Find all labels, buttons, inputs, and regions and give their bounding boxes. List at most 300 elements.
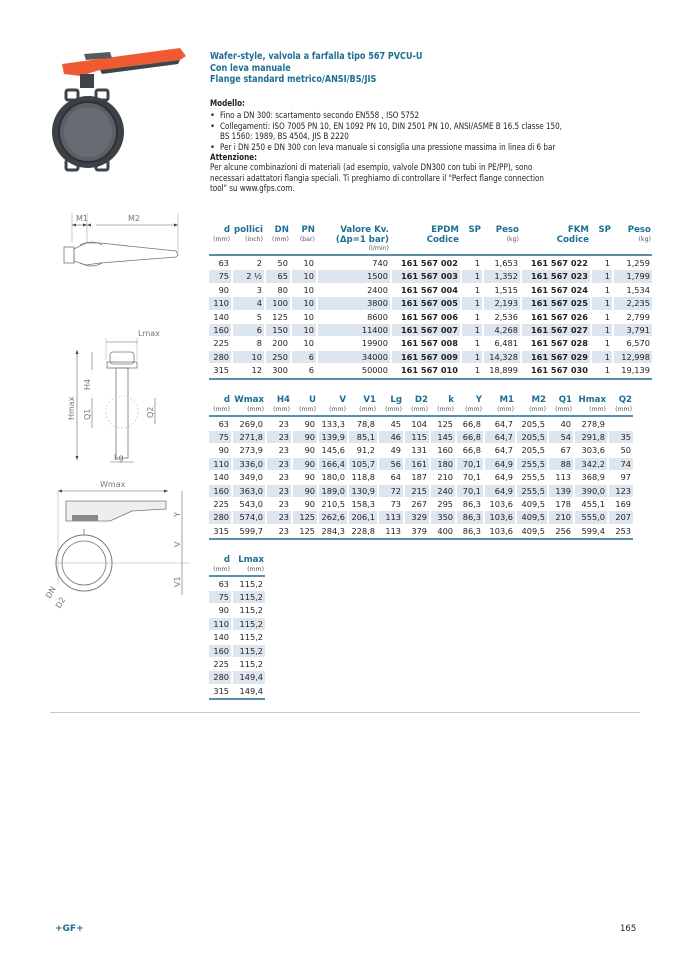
- table-cell: 1: [592, 297, 612, 309]
- label-q1: Q1: [83, 408, 92, 420]
- table-cell: 409,5: [517, 511, 547, 523]
- table-cell: 336,0: [233, 458, 265, 470]
- table-cell: 23: [267, 431, 291, 443]
- column-header: EPDM Codice: [426, 225, 459, 245]
- column-header: Q2 (mm): [615, 395, 632, 413]
- table-cell: 125: [437, 418, 453, 429]
- table-cell: 256: [555, 525, 571, 536]
- table-row: [209, 525, 633, 537]
- table-cell: 1: [474, 284, 480, 295]
- table-cell: 70,1: [457, 485, 483, 497]
- label-m2: M2: [128, 214, 140, 223]
- table-cell: 34000: [318, 351, 390, 363]
- table-cell: 1: [474, 258, 480, 268]
- table-cell: 349,0: [239, 472, 263, 483]
- table-cell: 133,3: [321, 418, 345, 429]
- table-cell: 161 567 006: [400, 311, 458, 322]
- table-cell: 6,481: [494, 338, 518, 349]
- table-cell: 187: [411, 472, 427, 483]
- label-d2: D2: [53, 595, 68, 610]
- table-cell: 86,3: [462, 498, 481, 509]
- table-cell: 66,8: [462, 418, 481, 429]
- table-cell: 280: [209, 351, 231, 363]
- table-row: [209, 578, 265, 590]
- table-row: [209, 471, 633, 483]
- table-cell: 90: [304, 418, 315, 429]
- table-cell: 90: [218, 284, 229, 295]
- table-cell: 149,4: [239, 685, 263, 696]
- table-cell: 23: [267, 511, 291, 523]
- table-cell: 599,7: [239, 525, 263, 536]
- table-cell: 161 567 007: [392, 324, 460, 336]
- table-cell: 10: [233, 351, 264, 363]
- table-cell: 10: [303, 258, 314, 268]
- table-cell: 104: [411, 418, 427, 429]
- table-cell: 1,534: [626, 284, 650, 295]
- table-cell: 67: [560, 445, 571, 456]
- table-cell: 267: [411, 498, 427, 509]
- table-cell: 91,2: [356, 445, 375, 456]
- table-cell: 390,0: [575, 485, 607, 497]
- table-cell: 255,5: [521, 472, 545, 483]
- divider: [50, 712, 640, 713]
- table-cell: 368,9: [581, 472, 605, 483]
- table-row: [209, 511, 633, 523]
- table-cell: 78,8: [356, 418, 375, 429]
- table-cell: 4: [233, 297, 264, 309]
- table-cell: 70,1: [462, 472, 481, 483]
- table-cell: 2400: [367, 284, 388, 295]
- table-cell: 97: [620, 472, 631, 483]
- table-cell: 115,2: [239, 605, 263, 616]
- table-cell: 2 ½: [233, 270, 264, 282]
- table-cell: 161 567 009: [392, 351, 460, 363]
- table-cell: 90: [293, 485, 317, 497]
- table-cell: 2: [256, 258, 262, 268]
- table-cell: 140: [213, 311, 229, 322]
- table-cell: 205,5: [521, 418, 545, 429]
- table-cell: 64: [390, 472, 401, 483]
- table-cell: 19,139: [621, 365, 650, 376]
- product-photo: [40, 40, 200, 190]
- table-cell: 10: [303, 311, 314, 322]
- description: [210, 98, 655, 194]
- column-header: d (mm): [213, 555, 230, 573]
- table-cell: 271,8: [233, 431, 265, 443]
- table-cell: 161 567 024: [530, 284, 588, 295]
- table-cell: 255,5: [517, 485, 547, 497]
- column-header: DN (mm): [272, 225, 289, 243]
- table-cell: 110: [209, 618, 231, 630]
- table-cell: 64,9: [485, 458, 515, 470]
- label-dn: DN: [43, 584, 58, 600]
- table-cell: 90: [218, 605, 229, 616]
- table-cell: 40: [560, 418, 571, 429]
- table-cell: 161 567 005: [392, 297, 460, 309]
- label-h4: H4: [83, 378, 92, 390]
- table-row: [209, 431, 633, 443]
- table-cell: 205,5: [521, 445, 545, 456]
- table-cell: 6: [308, 365, 314, 376]
- table-cell: 555,0: [575, 511, 607, 523]
- model-bullets: [210, 110, 655, 152]
- table-cell: 145: [431, 431, 455, 443]
- table-cell: 161 567 023: [522, 270, 590, 282]
- table-cell: 3: [256, 284, 262, 295]
- table-cell: 1: [462, 270, 482, 282]
- table-cell: 1: [604, 284, 610, 295]
- table-cell: 250: [266, 351, 290, 363]
- table-row: [209, 324, 652, 336]
- column-header: d (mm): [213, 225, 230, 243]
- table-row: [209, 591, 265, 603]
- table-cell: [609, 418, 633, 430]
- table-cell: 189,0: [319, 485, 347, 497]
- table-cell: 8: [256, 338, 262, 349]
- table-row: [209, 444, 633, 456]
- table-cell: 169: [615, 498, 631, 509]
- table-cell: 49: [390, 445, 401, 456]
- table-cell: 350: [431, 511, 455, 523]
- table-cell: 178: [555, 498, 571, 509]
- table-row: [209, 498, 633, 510]
- table-cell: 1: [604, 311, 610, 322]
- table-cell: 278,9: [581, 418, 605, 429]
- title-line-2: Con leva manuale: [210, 62, 291, 74]
- column-header: U (mm): [299, 395, 316, 413]
- column-header: Wmax (mm): [234, 395, 264, 413]
- table-cell: 543,0: [239, 498, 263, 509]
- table-cell: 23: [278, 418, 289, 429]
- table-cell: 1: [592, 351, 612, 363]
- table-cell: 113: [379, 511, 403, 523]
- table-cell: 66,8: [457, 431, 483, 443]
- title-line-1: Wafer-style, valvola a farfalla tipo 567 PVCU-U: [210, 51, 423, 62]
- table-cell: 161 567 010: [400, 365, 458, 376]
- table-cell: 65: [266, 270, 290, 282]
- table-cell: 2,536: [494, 311, 518, 322]
- table-row: [209, 418, 633, 430]
- column-header: Lg (mm): [385, 395, 402, 413]
- label-lg: Lg: [114, 453, 124, 462]
- table-cell: 64,7: [494, 445, 513, 456]
- table-row: [209, 618, 265, 630]
- header-row: [209, 556, 265, 574]
- page-number: 165: [620, 924, 637, 934]
- table-cell: 90: [293, 458, 317, 470]
- label-v: V: [173, 541, 182, 547]
- side-view-drawing: [40, 320, 180, 470]
- column-header: V (mm): [329, 395, 346, 413]
- table-row: [209, 364, 652, 376]
- front-view-drawing: [40, 475, 200, 615]
- table-row: [209, 257, 652, 269]
- model-heading: Modello:: [210, 98, 245, 108]
- label-wmax: Wmax: [100, 480, 126, 489]
- table-row: [209, 671, 265, 683]
- table-cell: 160: [209, 324, 231, 336]
- table-cell: 180: [431, 458, 455, 470]
- table-cell: 64,7: [485, 431, 515, 443]
- gf-logo: +GF+: [55, 924, 84, 934]
- table-cell: 125: [293, 511, 317, 523]
- table-cell: 1: [462, 351, 482, 363]
- table-cell: 363,0: [233, 485, 265, 497]
- label-hmax: Hmax: [67, 396, 76, 420]
- table-cell: 1,352: [484, 270, 520, 282]
- table-cell: 123: [609, 485, 633, 497]
- table-cell: 599,4: [581, 525, 605, 536]
- table-cell: 210,5: [321, 498, 345, 509]
- table-cell: 161 567 008: [400, 338, 458, 349]
- table-cell: 63: [218, 418, 229, 429]
- table-row: [209, 311, 652, 323]
- table-cell: 1: [604, 365, 610, 376]
- table-cell: 284,3: [321, 525, 345, 536]
- table-row: [209, 284, 652, 296]
- table-cell: 574,0: [233, 511, 265, 523]
- table-row: [209, 485, 633, 497]
- table-cell: 160: [209, 645, 231, 657]
- table-cell: 2,193: [484, 297, 520, 309]
- table-cell: 329: [405, 511, 429, 523]
- column-header: H4 (mm): [273, 395, 290, 413]
- table-cell: 118,8: [351, 472, 375, 483]
- column-header: Hmax (mm): [578, 395, 606, 413]
- table-cell: 63: [218, 578, 229, 589]
- table-cell: 85,1: [349, 431, 377, 443]
- table-cell: 1,799: [614, 270, 652, 282]
- column-header: D2 (mm): [411, 395, 428, 413]
- column-header: V1 (mm): [359, 395, 376, 413]
- table-cell: 90: [218, 445, 229, 456]
- table-cell: 80: [277, 284, 288, 295]
- table-cell: 63: [218, 258, 229, 268]
- table-row: [209, 631, 265, 643]
- table-cell: 103,6: [489, 498, 513, 509]
- table-cell: 88: [549, 458, 573, 470]
- table-cell: 262,6: [319, 511, 347, 523]
- table-cell: 90: [304, 498, 315, 509]
- table-cell: 66,8: [462, 445, 481, 456]
- table-cell: 409,5: [521, 525, 545, 536]
- table-cell: 73: [390, 498, 401, 509]
- table-row: [209, 270, 652, 282]
- table-cell: 400: [437, 525, 453, 536]
- table-cell: 10: [303, 284, 314, 295]
- label-q2: Q2: [146, 406, 155, 418]
- title-line-3: Flange standard metrico/ANSI/BS/JIS: [210, 74, 377, 85]
- table-cell: 161 567 002: [400, 258, 458, 268]
- table-cell: 166,4: [319, 458, 347, 470]
- table-cell: 1: [592, 270, 612, 282]
- table-cell: 210: [437, 472, 453, 483]
- table-cell: 64,7: [494, 418, 513, 429]
- table-cell: 225: [213, 338, 229, 349]
- table-cell: 3800: [318, 297, 390, 309]
- attention-line: necessari adattatori flangia speciali. Ti preghiamo di controllare il "Perfect flange connection: [210, 172, 544, 183]
- table-cell: 161 567 022: [530, 258, 588, 268]
- table-cell: 1: [474, 338, 480, 349]
- table-row: [209, 458, 633, 470]
- table-cell: 455,1: [581, 498, 605, 509]
- table-row: [209, 351, 652, 363]
- table-cell: 110: [209, 297, 231, 309]
- dimensions-table: [207, 395, 635, 541]
- table-cell: 228,8: [351, 525, 375, 536]
- table-cell: 6: [292, 351, 316, 363]
- table-cell: 207: [609, 511, 633, 523]
- table-cell: 115,2: [239, 578, 263, 589]
- table-cell: 125: [299, 525, 315, 536]
- table-cell: 161 567 003: [392, 270, 460, 282]
- table-cell: 115: [405, 431, 429, 443]
- header-row: [209, 226, 652, 253]
- table-cell: 205,5: [517, 431, 547, 443]
- table-cell: 75: [209, 270, 231, 282]
- table-cell: 2,799: [626, 311, 650, 322]
- column-header: Peso (kg): [495, 225, 519, 243]
- attention-line: Per alcune combinazioni di materiali (ad esempio, valvole DN300 con tubi in PE/PP), sono: [210, 162, 533, 173]
- table-row: [209, 297, 652, 309]
- table-cell: 115,2: [233, 591, 265, 603]
- table-cell: 90: [304, 445, 315, 456]
- table-cell: 86,3: [457, 511, 483, 523]
- table-cell: 131: [411, 445, 427, 456]
- table-cell: 12,998: [614, 351, 652, 363]
- column-header: Y (mm): [465, 395, 482, 413]
- table-cell: 6: [233, 324, 264, 336]
- table-cell: 110: [209, 458, 231, 470]
- product-title: [210, 51, 650, 86]
- table-cell: 1: [462, 297, 482, 309]
- table-cell: 161 567 027: [522, 324, 590, 336]
- header-row: [209, 396, 633, 414]
- column-header: Q1 (mm): [555, 395, 572, 413]
- table-cell: 35: [609, 431, 633, 443]
- table-cell: 149,4: [233, 671, 265, 683]
- table-cell: 86,3: [462, 525, 481, 536]
- table-cell: 180,0: [321, 472, 345, 483]
- table-cell: 150: [266, 324, 290, 336]
- table-cell: 10: [292, 270, 316, 282]
- column-header: SP: [468, 225, 481, 235]
- table-cell: 740: [372, 258, 388, 268]
- table-cell: 215: [405, 485, 429, 497]
- column-header: FKM Codice: [556, 225, 589, 245]
- table-cell: 1: [474, 311, 480, 322]
- table-cell: 255,5: [517, 458, 547, 470]
- column-header: PN (bar): [299, 225, 315, 243]
- table-cell: 90: [304, 472, 315, 483]
- table-row: [209, 658, 265, 670]
- table-cell: 161 567 025: [522, 297, 590, 309]
- top-view-drawing: [40, 205, 200, 285]
- table-cell: 145,6: [321, 445, 345, 456]
- list-item: • Fino a DN 300: scartamento secondo EN558 , ISO 5752: [210, 110, 420, 121]
- table-cell: 158,3: [351, 498, 375, 509]
- table-cell: 54: [549, 431, 573, 443]
- table-cell: 115,2: [239, 632, 263, 643]
- table-cell: 1,515: [494, 284, 518, 295]
- table-cell: 23: [278, 525, 289, 536]
- table-cell: 269,0: [239, 418, 263, 429]
- table-cell: 240: [431, 485, 455, 497]
- table-cell: 130,9: [349, 485, 377, 497]
- table-cell: 72: [379, 485, 403, 497]
- table-cell: 315: [213, 685, 229, 696]
- label-y: Y: [173, 512, 182, 517]
- table-cell: 303,6: [581, 445, 605, 456]
- table-cell: 23: [278, 445, 289, 456]
- table-cell: 50: [277, 258, 288, 268]
- table-cell: 140: [213, 472, 229, 483]
- table-cell: 18,899: [489, 365, 518, 376]
- table-cell: 10: [292, 297, 316, 309]
- table-cell: 280: [209, 671, 231, 683]
- table-cell: 295: [437, 498, 453, 509]
- label-m1: M1: [76, 214, 88, 223]
- column-header: pollici (inch): [234, 225, 263, 243]
- table-cell: 90: [293, 431, 317, 443]
- table-cell: 105,7: [349, 458, 377, 470]
- table-cell: 1,653: [494, 258, 518, 268]
- table-cell: 161 567 026: [530, 311, 588, 322]
- table-cell: 1: [592, 324, 612, 336]
- attention-line: tool" su www.gfps.com.: [210, 183, 295, 194]
- table-cell: 210: [549, 511, 573, 523]
- table-cell: 64,9: [494, 472, 513, 483]
- attention-heading: Attenzione:: [210, 152, 257, 163]
- table-cell: 113: [385, 525, 401, 536]
- list-item: • Per i DN 250 e DN 300 con leva manuale si consiglia una pressione massima in linea di 6 bar: [210, 141, 556, 152]
- table-cell: 14,328: [484, 351, 520, 363]
- table-cell: 56: [379, 458, 403, 470]
- label-v1: V1: [173, 576, 182, 587]
- table-cell: 379: [411, 525, 427, 536]
- table-cell: 46: [379, 431, 403, 443]
- table-cell: 115,2: [239, 658, 263, 669]
- table-row: [209, 604, 265, 616]
- table-cell: 115,2: [233, 645, 265, 657]
- table-cell: 50: [620, 445, 631, 456]
- table-cell: 315: [213, 365, 229, 376]
- table-cell: 280: [209, 511, 231, 523]
- table-cell: 19900: [361, 338, 388, 349]
- table-cell: 103,6: [485, 511, 515, 523]
- table-cell: 1: [474, 365, 480, 376]
- table-row: [209, 685, 265, 697]
- table-cell: 225: [213, 498, 229, 509]
- table-cell: 1,259: [626, 258, 650, 268]
- column-header: M2 (mm): [529, 395, 546, 413]
- table-cell: 45: [390, 418, 401, 429]
- table-cell: 6,570: [626, 338, 650, 349]
- table-row: [209, 645, 265, 657]
- table-cell: 3,791: [614, 324, 652, 336]
- table-cell: 161 567 030: [530, 365, 588, 376]
- table-cell: 1: [462, 324, 482, 336]
- table-cell: 409,5: [521, 498, 545, 509]
- table-cell: 75: [209, 591, 231, 603]
- table-cell: 115,2: [233, 618, 265, 630]
- table-cell: 23: [278, 472, 289, 483]
- list-item: • Collegamenti: ISO 7005 PN 10, EN 1092 PN 10, DIN 2501 PN 10, ANSI/ASME B 16.5 classe 150, BS 1560: 1989, BS 4504, JIS B 2220: [210, 120, 562, 142]
- table-cell: 64,9: [485, 485, 515, 497]
- table-cell: 23: [278, 498, 289, 509]
- table-cell: 160: [209, 485, 231, 497]
- table-cell: 113: [555, 472, 571, 483]
